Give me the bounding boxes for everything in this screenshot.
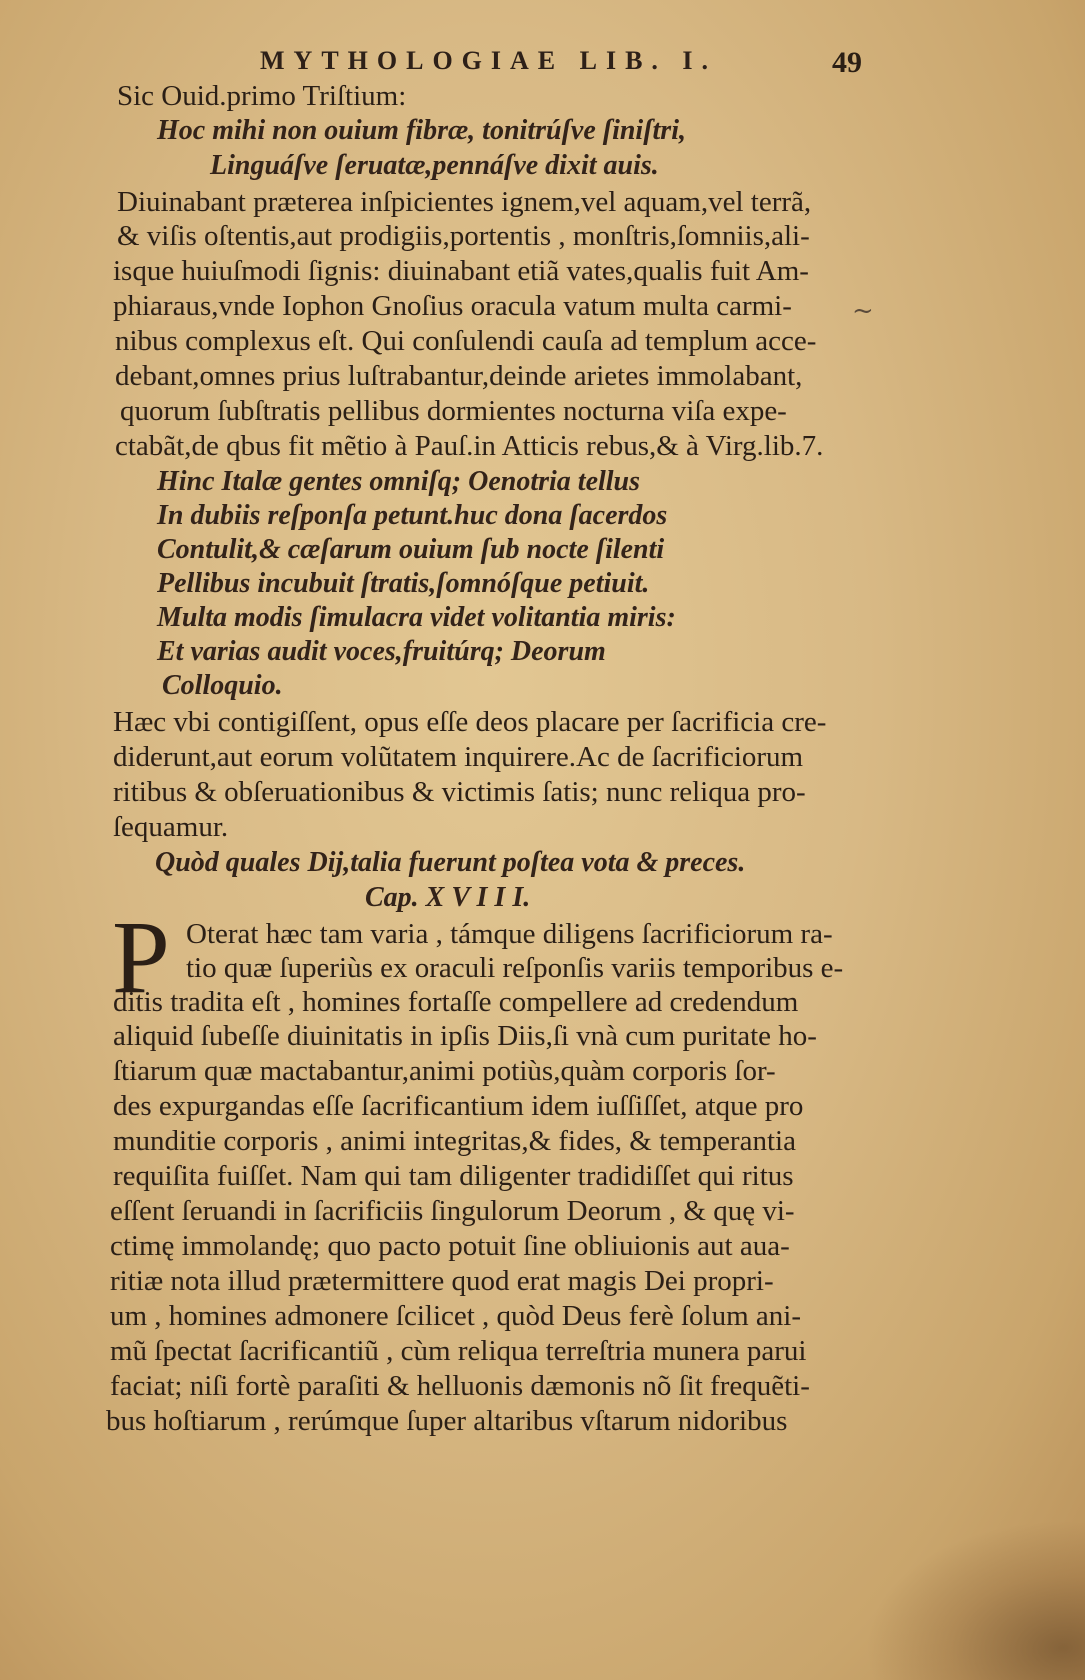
text-line: munditie corporis , animi integritas,& fides, & temperantia — [113, 1125, 796, 1157]
text-line: faciat; niſi fortè paraſiti & helluonis dæmonis nõ ſit frequẽti- — [110, 1370, 810, 1402]
verse-line: Hoc mihi non ouium fibræ, tonitrúſve ſiniſtri, — [157, 115, 686, 146]
margin-mark: ~ — [852, 296, 874, 326]
text-line: eſſent ſeruandi in ſacrificiis ſingulorum Deorum , & quę vi- — [110, 1195, 795, 1227]
text-line: mũ ſpectat ſacrificantiũ , cùm reliqua terreſtria munera parui — [110, 1335, 807, 1367]
text-line: Diuinabant præterea inſpicientes ignem,vel aquam,vel terrã, — [117, 186, 812, 218]
text-line: aliquid ſubeſſe diuinitatis in ipſis Diis,ſi vnà cum puritate ho- — [113, 1020, 817, 1052]
text-line: des expurgandas eſſe ſacrificantium idem iuſſiſſet, atque pro — [113, 1090, 804, 1122]
text-line: Oterat hæc tam varia , támque diligens ſacrificiorum ra- — [186, 918, 833, 950]
verse-line: Et varias audit voces,fruitúrq; Deorum — [157, 636, 606, 667]
text-line: & viſis oſtentis,aut prodigiis,portentis , monſtris,ſomniis,ali- — [117, 220, 810, 252]
text-line: Sic Ouid.primo Triſtium: — [117, 80, 407, 112]
drop-capital: P — [112, 900, 170, 1015]
verse-line: Linguáſve ſeruatæ,pennáſve dixit auis. — [210, 150, 659, 181]
page-number: 49 — [832, 46, 862, 79]
text-line: ritiæ nota illud prætermittere quod erat magis Dei propri- — [110, 1265, 774, 1297]
text-line: requiſita fuiſſet. Nam qui tam diligenter tradidiſſet qui ritus — [113, 1160, 794, 1192]
text-line: isque huiuſmodi ſignis: diuinabant etiã vates,qualis fuit Am- — [113, 255, 809, 287]
text-line: ſtiarum quæ mactabantur,animi potiùs,quàm corporis ſor- — [113, 1055, 776, 1087]
verse-line: Multa modis ſimulacra videt volitantia miris: — [157, 602, 676, 633]
text-line: um , homines admonere ſcilicet , quòd Deus ferè ſolum ani- — [110, 1300, 801, 1332]
text-line: ctimę immolandę; quo pacto potuit ſine obliuionis aut aua- — [110, 1230, 790, 1262]
text-line: ditis tradita eſt , homines fortaſſe compellere ad credendum — [113, 986, 799, 1018]
text-line: nibus complexus eſt. Qui conſulendi cauſa ad templum acce- — [115, 325, 817, 357]
chapter-number: Cap. X V I I I. — [365, 882, 531, 913]
chapter-heading: Quòd quales Dij,talia fuerunt poſtea vota & preces. — [155, 847, 746, 878]
verse-line: Pellibus incubuit ſtratis,ſomnóſque petiuit. — [157, 568, 650, 599]
verse-line: Contulit,& cæſarum ouium ſub nocte ſilenti — [157, 534, 665, 565]
text-line: debant,omnes prius luſtrabantur,deinde arietes immolabant, — [115, 360, 803, 392]
text-line: phiaraus,vnde Iophon Gnoſius oracula vatum multa carmi- — [113, 290, 792, 322]
text-line: ritibus & obſeruationibus & victimis ſatis; nunc reliqua pro- — [113, 776, 806, 808]
text-line: tio quæ ſuperiùs ex oraculi reſponſis variis temporibus e- — [186, 952, 844, 984]
text-line: bus hoſtiarum , rerúmque ſuper altaribus vſtarum nidoribus — [106, 1405, 788, 1437]
text-line: ctabãt,de qbus fit mẽtio à Pauſ.in Atticis rebus,& à Virg.lib.7. — [115, 430, 824, 462]
verse-line: In dubiis reſponſa petunt.huc dona ſacerdos — [157, 500, 668, 531]
running-header: MYTHOLOGIAE LIB. I. — [260, 46, 718, 75]
text-line: diderunt,aut eorum volũtatem inquirere.Ac de ſacrificiorum — [113, 741, 804, 773]
text-line: quorum ſubſtratis pellibus dormientes nocturna viſa expe- — [120, 395, 787, 427]
paper-stain — [865, 1520, 1085, 1680]
verse-line: Colloquio. — [162, 670, 283, 701]
verse-line: Hinc Italæ gentes omniſq; Oenotria tellus — [157, 466, 641, 497]
text-line: Hæc vbi contigiſſent, opus eſſe deos placare per ſacrificia cre- — [113, 706, 827, 738]
text-line: ſequamur. — [113, 811, 229, 843]
